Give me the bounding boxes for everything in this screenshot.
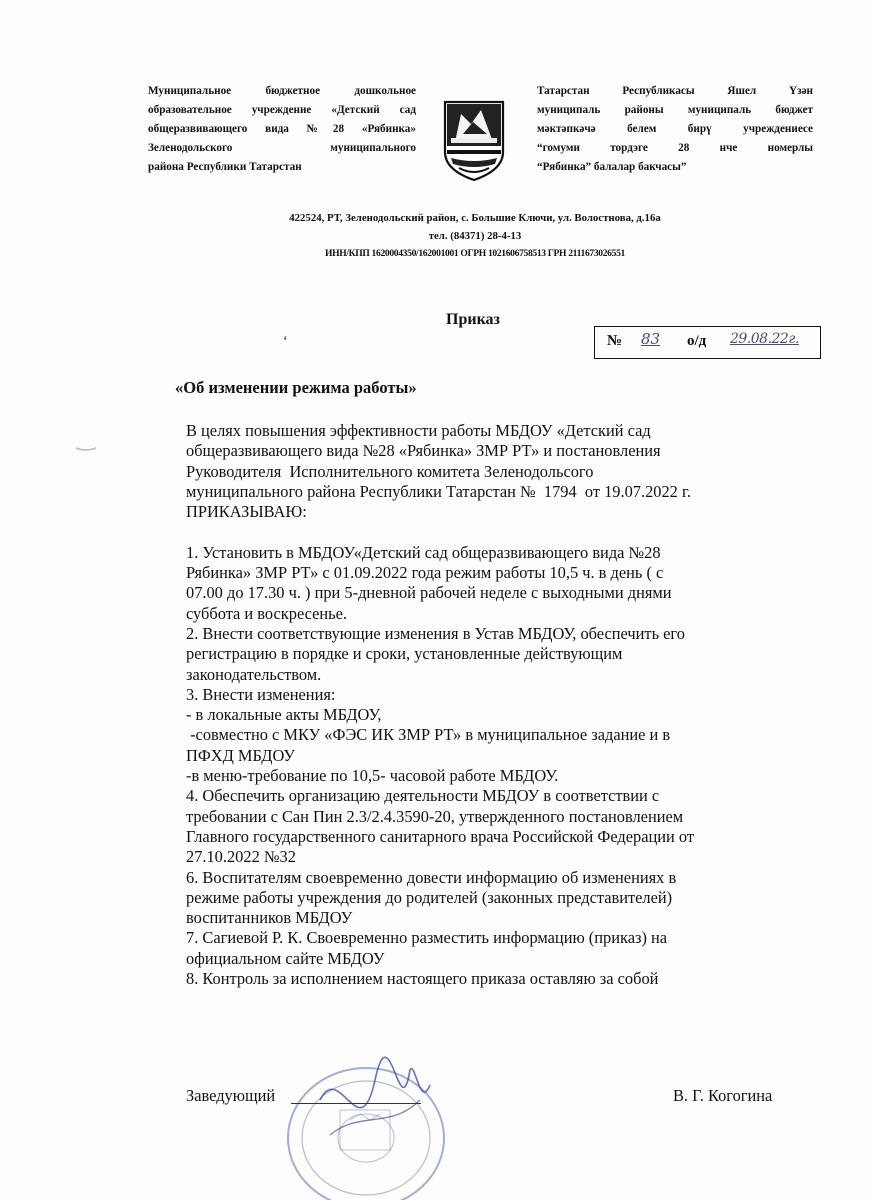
signatory-name: В. Г. Когогина	[673, 1086, 773, 1105]
registration-numbers-line: ИНН/КПП 1620004350/162001001 ОГРН 1021606758513 ГРН 2111673026551	[325, 248, 625, 259]
body-line: - в локальные акты МБДОУ,	[186, 705, 382, 725]
body-line: требовании с Сан Пин 2.3/2.4.3590-20, утвержденного постановлением	[186, 806, 684, 826]
header-right-line: “Рябинка” балалар бакчасы”	[537, 161, 687, 173]
order-title: Приказ	[446, 311, 500, 328]
header-left-line: общеразвивающего вида №28 «Рябинка»	[148, 123, 416, 135]
body-line: 2. Внести соответствующие изменения в Устав МБДОУ, обеспечить его	[186, 623, 685, 643]
signature-line	[291, 1103, 421, 1104]
header-right-line: мәктәпкәчә белем бирү учреждениесе	[537, 123, 813, 135]
body-line: общеразвивающего вида №28 «Рябинка» ЗМР РТ» и постановления	[186, 441, 661, 461]
od-label: о/д	[687, 333, 707, 349]
signatory-position: Заведующий	[186, 1086, 276, 1105]
header-right-org-name	[537, 82, 813, 177]
body-line: ПФХД МБДОУ	[186, 745, 295, 765]
order-date-handwritten: 29.08.22г.	[730, 331, 799, 347]
body-line: 27.10.2022 №32	[186, 847, 296, 867]
scan-mark-icon	[75, 440, 97, 454]
body-line: Рябинка» ЗМР РТ» с 01.09.2022 года режим работы 10,5 ч. в день ( с	[186, 563, 664, 583]
header-left-line: образовательное учреждение «Детский сад	[148, 104, 416, 116]
body-line: В целях повышения эффективности работы МБДОУ «Детский сад	[186, 421, 651, 440]
body-line: -в меню-требование по 10,5- часовой работе МБДОУ.	[186, 766, 559, 786]
header-left-line: Муниципальное бюджетное дошкольное	[148, 85, 416, 97]
body-line: 1. Установить в МБДОУ«Детский сад общеразвивающего вида №28	[186, 542, 661, 562]
header-left-line: Зеленодольского муниципального	[148, 142, 416, 154]
header-left-line: района Республики Татарстан	[148, 161, 302, 173]
body-line: Главного государственного санитарного врача Российской Федерации от	[186, 826, 695, 846]
address-line: 422524, РТ, Зеленодольский район, с. Большие Ключи, ул. Волостнова, д.16а	[289, 212, 661, 224]
body-line: 8. Контроль за исполнением настоящего приказа оставляю за собой	[186, 969, 659, 989]
header-right-line: “гомуми тордэге 28 нче номерлы	[537, 142, 813, 154]
order-number-box	[594, 326, 821, 359]
order-number-handwritten: 83	[641, 330, 661, 348]
body-line: муниципального района Республики Татарстан № 1794 от 19.07.2022 г.	[186, 481, 691, 501]
zelenodolsk-coat-of-arms-icon	[441, 98, 507, 182]
tick-mark: ‘	[283, 334, 288, 349]
body-line: 7. Сагиевой Р. К. Своевременно разместить информацию (приказ) на	[186, 928, 668, 948]
body-line: -совместно с МКУ «ФЭС ИК ЗМР РТ» в муниципальное задание и в	[186, 725, 671, 745]
body-line: регистрацию в порядке и сроки, установленные действующим	[186, 644, 623, 664]
body-line: 3. Внести изменения:	[186, 684, 336, 704]
body-line: 07.00 до 17.30 ч. ) при 5-дневной рабочей неделе с выходными днями	[186, 583, 672, 603]
body-line: Руководителя Исполнительного комитета Зеленодольсого	[186, 461, 594, 481]
order-subject: «Об изменении режима работы»	[175, 378, 417, 397]
order-body	[186, 421, 826, 989]
handwritten-signature-icon	[280, 1040, 470, 1200]
blank-line	[186, 522, 826, 542]
body-line: 4. Обеспечить организацию деятельности МБДОУ в соответствии с	[186, 786, 660, 806]
body-line: законодательством.	[186, 664, 322, 684]
phone-line: тел. (84371) 28-4-13	[428, 230, 522, 242]
body-line: суббота и воскресенье.	[186, 603, 348, 623]
header-right-line: муниципаль районы муниципаль бюджет	[537, 104, 813, 116]
body-line: воспитанников МБДОУ	[186, 908, 353, 928]
header-right-line: Татарстан Республикасы Яшел Үзән	[537, 85, 813, 97]
body-line: ПРИКАЗЫВАЮ:	[186, 502, 307, 522]
body-line: официальном сайте МБДОУ	[186, 948, 385, 968]
number-label: №	[607, 333, 623, 349]
body-line: 6. Воспитателям своевременно довести информацию об изменениях в	[186, 867, 677, 887]
body-line: режиме работы учреждения до родителей (законных представителей)	[186, 887, 673, 907]
header-left-org-name	[148, 82, 416, 177]
